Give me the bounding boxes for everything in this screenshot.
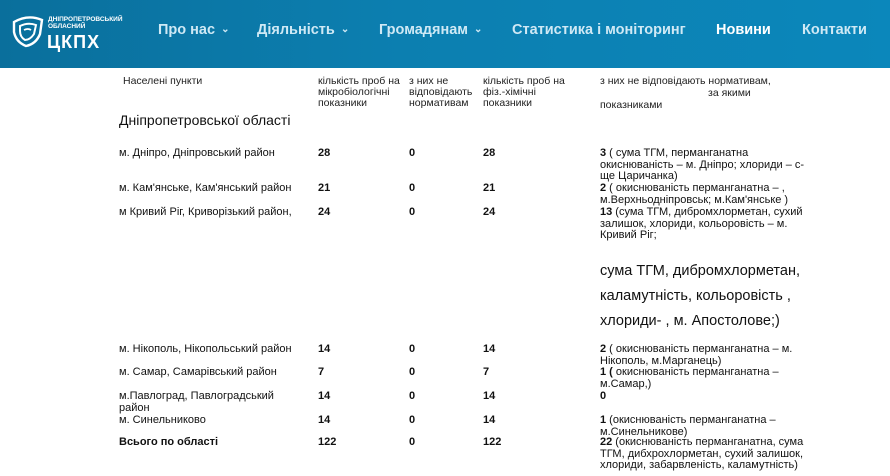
table-row-chem: 28	[483, 147, 496, 159]
table-row-chem-bad	[600, 183, 810, 206]
table-row-chem-bad	[600, 367, 805, 390]
table-row-chem: 14	[483, 390, 496, 402]
site-logo[interactable]	[10, 10, 123, 56]
table-row-place: м Кривий Ріг, Криворізький район,	[119, 206, 292, 218]
extra-line: каламутність, кольоровість ,	[600, 288, 791, 304]
logo-subtitle: ДНІПРОПЕТРОВСЬКИЙ ОБЛАСНИЙ	[48, 16, 123, 30]
table-row-chem-bad-count: 13	[600, 206, 613, 218]
nav-activity[interactable]	[257, 22, 349, 38]
col-header-micro: кількість проб на мікробіологічні показники	[318, 75, 400, 110]
table-row-micro: 24	[318, 206, 331, 218]
table-total-chem-bad-count: 22	[600, 436, 613, 448]
table-row-chem-bad-count: 2	[600, 343, 607, 355]
table-row-micro-bad: 0	[409, 366, 416, 378]
table-row-place: м. Кам'янське, Кам'янський район	[119, 182, 292, 194]
chevron-down-icon: ⌄	[340, 24, 350, 35]
col-header-places: Населені пункти	[123, 75, 203, 87]
table-row-chem: 7	[483, 366, 490, 378]
table-row-chem-bad	[600, 415, 810, 438]
col-header-micro-bad: з них не відповідають нормативам	[409, 75, 473, 110]
table-total-micro-bad: 0	[409, 436, 416, 448]
table-row-chem: 21	[483, 182, 496, 194]
chevron-down-icon: ⌄	[221, 24, 230, 35]
chevron-down-icon: ⌄	[474, 24, 483, 35]
nav-citizens-label: Громадянам	[379, 22, 469, 38]
table-row-micro: 28	[318, 147, 331, 159]
extra-line: хлориди- , м. Апостолове;)	[600, 313, 780, 329]
table-row-micro-bad: 0	[409, 343, 416, 355]
logo-icon	[10, 12, 46, 48]
table-total-chem: 122	[483, 436, 502, 448]
table-row-place: м. Дніпро, Дніпровський район	[119, 147, 275, 159]
table-row-chem-bad-count: 3	[600, 147, 607, 159]
logo-title: ЦКПХ	[47, 32, 101, 52]
table-row-micro-bad: 0	[409, 390, 416, 402]
table-row-chem-bad-count: 1 (	[600, 366, 613, 378]
table-row-micro-bad: 0	[409, 182, 416, 194]
col-header-chem-bad-end: показниками	[600, 99, 663, 111]
table-row-place: м. Самар, Самарівський район	[119, 366, 277, 378]
table-total-chem-bad	[600, 437, 830, 472]
table-row-chem-bad-details: (окиснюваність перманганатна – м.Синельникове)	[600, 414, 776, 438]
table-row-chem-bad	[600, 148, 806, 183]
region-title: Дніпропетровської області	[119, 112, 291, 128]
nav-statistics[interactable]: Статистика і моніторинг	[512, 22, 686, 38]
nav-news[interactable]: Новини	[716, 22, 771, 38]
col-header-chem-bad-cont: за якими	[708, 87, 751, 99]
table-row-place: м. Нікополь, Нікопольський район	[119, 343, 292, 355]
table-row-micro-bad: 0	[409, 206, 416, 218]
table-row-micro: 7	[318, 366, 325, 378]
table-row-chem-bad-details: ( сума ТГМ, перманганатна окиснюваність – м. Дніпро; хлориди – с-ще Царичанка)	[600, 147, 805, 182]
table-row-place: м.Павлоград, Павлоградський район	[119, 390, 274, 414]
table-row-micro: 14	[318, 390, 331, 402]
table-row-chem: 14	[483, 343, 496, 355]
nav-activity-label: Діяльність	[257, 22, 335, 38]
nav-citizens[interactable]	[379, 22, 482, 38]
table-row-place: м. Синельниково	[119, 414, 206, 426]
table-row-chem-bad-count: 1	[600, 414, 607, 426]
nav-about[interactable]	[158, 22, 229, 38]
table-row-chem-bad-details: (сума ТГМ, дибромхлорметан, сухий залишок, хлориди, кольоровість – м. Кривий Ріг;	[600, 206, 803, 241]
table-row-micro: 14	[318, 414, 331, 426]
table-row-chem-bad	[600, 344, 820, 367]
table-row-chem-bad	[600, 207, 808, 242]
table-row-chem: 24	[483, 206, 496, 218]
table-row-chem-bad-details: ( окиснюваність перманганатна – м. Нікополь, м.Марганець)	[600, 343, 793, 367]
table-row-chem: 14	[483, 414, 496, 426]
nav-about-label: Про нас	[158, 22, 216, 38]
table-row-chem-bad-details: окиснюваність перманганатна – м.Самар,)	[600, 366, 779, 390]
col-header-chem-bad: з них не відповідають нормативам,	[600, 75, 771, 87]
site-header	[0, 0, 890, 68]
table-row-micro: 14	[318, 343, 331, 355]
col-header-chem: кількість проб на фіз.-хімічні показники	[483, 75, 565, 110]
table-row-micro-bad: 0	[409, 147, 416, 159]
table-row-chem-bad-details: ( окиснюваність перманганатна – , м.Верхньодніпровськ; м.Кам'янське )	[600, 182, 789, 206]
water-quality-table	[0, 68, 890, 476]
table-total-chem-bad-details: (окиснюваність перманганатна, сума ТГМ, дибхрохлорметан, сухий залишок, хлориди, забарвленість, каламутність)	[600, 436, 804, 471]
table-row-chem-bad-count: 0	[600, 390, 607, 402]
extra-line: сума ТГМ, дибромхлорметан,	[600, 263, 801, 279]
nav-contacts[interactable]: Контакти	[802, 22, 867, 38]
table-row-chem-bad-count: 2	[600, 182, 607, 194]
table-row-micro-bad: 0	[409, 414, 416, 426]
table-row-micro: 21	[318, 182, 331, 194]
table-total-micro: 122	[318, 436, 337, 448]
table-total-label: Всього по області	[119, 436, 219, 448]
